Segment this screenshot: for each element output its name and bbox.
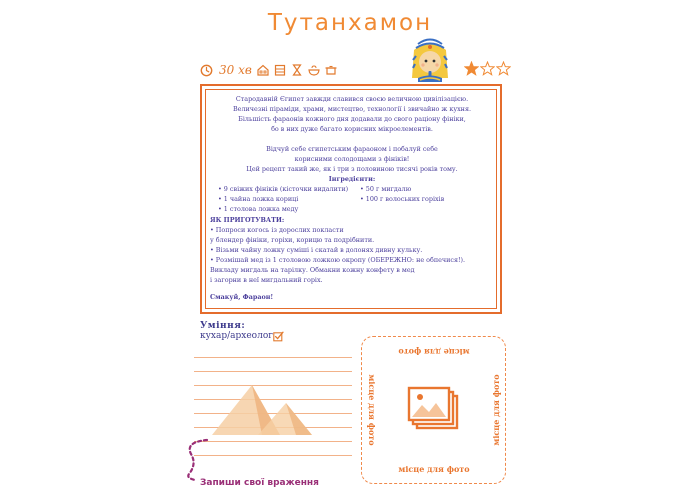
kitchen-tools xyxy=(256,62,338,78)
checkbox-checked-icon[interactable] xyxy=(273,331,284,342)
difficulty-rating xyxy=(464,61,511,76)
star-filled-icon xyxy=(464,61,479,76)
ingredient-item: • 50 г мигдалю xyxy=(360,185,412,193)
photo-caption: місце для фото xyxy=(398,347,470,357)
recipe-text xyxy=(210,94,494,310)
pyramids-illustration xyxy=(208,377,318,439)
photo-caption: місце для фото xyxy=(491,374,501,446)
step-line: і загорни в неї мигдальний горіх. xyxy=(210,276,323,284)
cook-time xyxy=(200,62,252,78)
box-icon xyxy=(273,63,287,77)
note-line[interactable] xyxy=(194,455,352,456)
skills-value: кухар/археолог xyxy=(200,331,273,341)
note-line[interactable] xyxy=(194,357,352,358)
pot-icon xyxy=(324,63,338,77)
note-line[interactable] xyxy=(194,371,352,372)
page-title: Тутанхамон xyxy=(267,10,433,36)
ingredient-item: • 100 г волоських горіхів xyxy=(360,195,445,203)
cook-time-text: 30 хв xyxy=(219,63,252,77)
invite-line: Відчуй себе єгипетським фараоном і побалуй себе xyxy=(266,145,438,153)
impressions-label: Запиши свої враження xyxy=(200,478,319,488)
invite-line: корисними солодощами з фініків! xyxy=(294,155,410,163)
house-icon xyxy=(256,63,270,77)
step-line: у блендер фініки, горіхи, корицю та подрібнити. xyxy=(210,236,375,244)
star-empty-icon xyxy=(480,61,495,76)
ingredient-item: • 9 свіжих фініків (кісточки видалити) xyxy=(218,185,349,193)
note-line[interactable] xyxy=(194,441,352,442)
intro-line: Величезні піраміди, храми, мистецтво, технології і звичайно ж кухня. xyxy=(232,105,472,113)
bowl-icon xyxy=(307,63,321,77)
pharaoh-illustration xyxy=(400,36,460,84)
star-empty-icon xyxy=(496,61,511,76)
step-line: • Розмішай мед із 1 столовою ложкою окропу (ОБЕРЕЖНО: не обпечися!). xyxy=(210,256,466,264)
ingredient-item: • 1 чайна ложка кориці xyxy=(218,195,299,203)
intro-line: Більшість фараонів кожного дня додавали до свого раціону фініки, xyxy=(238,115,466,123)
ingredients-title: Інгредієнти: xyxy=(328,175,376,183)
step-line: • Візьми чайну ложку суміші і скатай в долонях дивну кульку. xyxy=(210,246,423,254)
photo-caption: місце для фото xyxy=(398,464,470,474)
step-line: • Попроси когось із дорослих покласти xyxy=(210,226,344,234)
invite-line: Цей рецепт такий же, як і три з половиною тисячі років тому. xyxy=(246,165,458,173)
intro-line: бо в них дуже багато корисних мікроелементів. xyxy=(271,125,433,133)
closing-line: Смакуй, Фараон! xyxy=(210,293,274,301)
intro-line: Стародавній Єгипет завжди славився своєю величною цивілізацією. xyxy=(235,95,469,103)
footprints-trail-icon xyxy=(181,436,215,482)
ingredient-item: • 1 столова ложка меду xyxy=(218,205,299,213)
clock-icon xyxy=(200,64,213,77)
ingredients-list xyxy=(210,184,494,214)
how-to-title: ЯК ПРИГОТУВАТИ: xyxy=(210,216,285,224)
hourglass-icon xyxy=(290,63,304,77)
photo-caption: місце для фото xyxy=(367,374,377,446)
step-line: Викладу мигдаль на тарілку. Обмакни кожну конфету в мед xyxy=(210,266,415,274)
photo-gallery-icon xyxy=(405,384,463,434)
skills-label: Уміння: xyxy=(200,321,246,331)
